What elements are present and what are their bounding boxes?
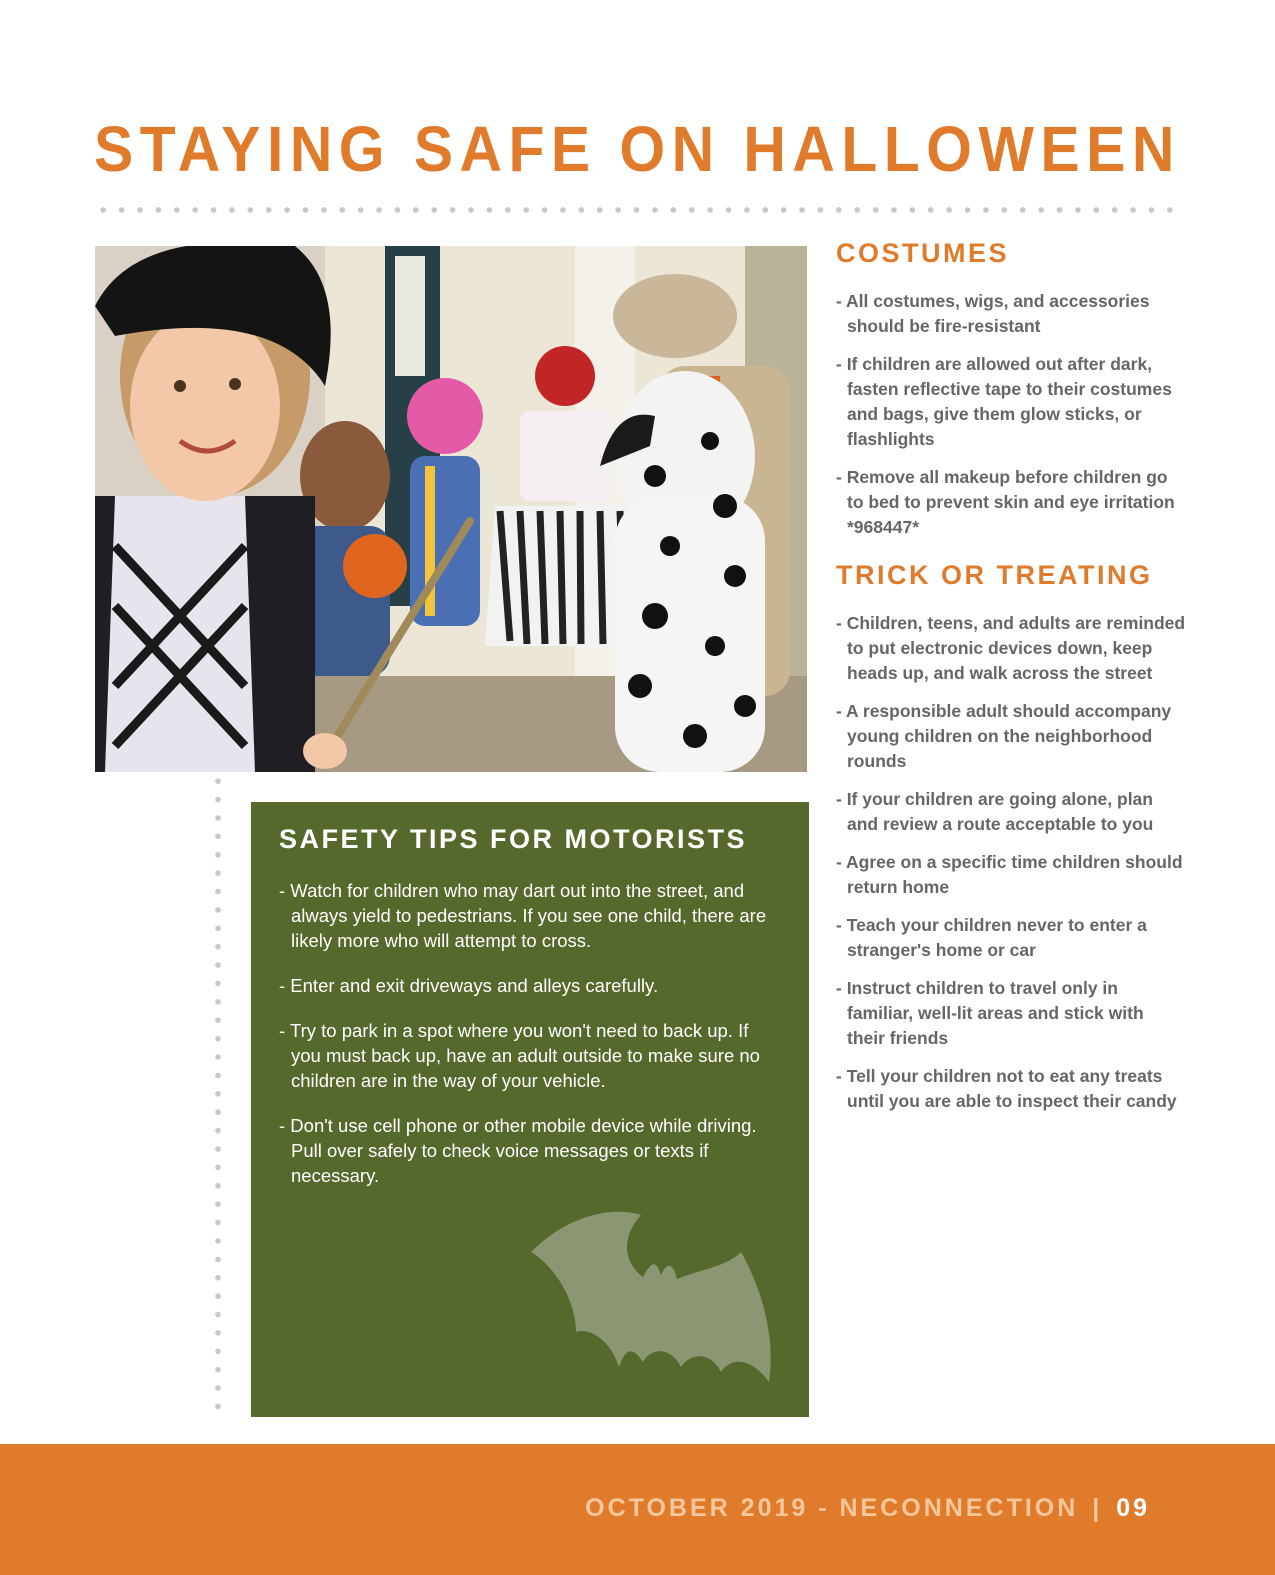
list-item: - Teach your children never to enter a stranger's home or car (836, 915, 1147, 960)
costumes-heading: COSTUMES (836, 238, 1010, 268)
motorists-tips-box (251, 802, 809, 1417)
list-item: - Remove all makeup before children go to bed to prevent skin and eye irritation *968447* (836, 467, 1175, 537)
list-item: - Enter and exit driveways and alleys carefully. (279, 975, 659, 996)
motorists-tips-list (279, 878, 779, 1208)
list-item: - Instruct children to travel only in familiar, well-lit areas and stick with their friends (836, 978, 1144, 1048)
bat-icon (531, 1207, 781, 1387)
dotted-vertical-divider (215, 772, 221, 1418)
list-item: - A responsible adult should accompany young children on the neighborhood rounds (836, 701, 1172, 771)
footer-text (585, 1494, 1150, 1523)
footer-bar (0, 1444, 1275, 1575)
list-item: - Agree on a specific time children should return home (836, 852, 1183, 897)
footer-publication-label: OCTOBER 2019 - NECONNECTION (585, 1494, 1079, 1522)
page-title: STAYING SAFE ON HALLOWEEN (94, 113, 1181, 185)
dotted-divider (94, 207, 1180, 213)
page-number: 09 (1116, 1494, 1150, 1522)
list-item: - If your children are going alone, plan and review a route acceptable to you (836, 789, 1154, 834)
footer-separator: | (1092, 1494, 1103, 1522)
motorists-title: SAFETY TIPS FOR MOTORISTS (279, 824, 748, 854)
list-item: - Try to park in a spot where you won't need to back up. If you must back up, have an adult outside to make sure no children are in the way of your vehicle. (279, 1020, 760, 1091)
children-in-costumes-photo (95, 246, 807, 772)
list-item: - Don't use cell phone or other mobile device while driving. Pull over safely to check voice messages or texts if necessary. (279, 1115, 757, 1186)
trick-or-treating-list (836, 611, 1186, 1114)
list-item: - If children are allowed out after dark, fasten reflective tape to their costumes and bags, give them glow sticks, or flashlights (836, 354, 1172, 449)
list-item: - All costumes, wigs, and accessories should be fire-resistant (836, 291, 1150, 336)
sidebar-column (836, 238, 1186, 1127)
list-item: - Watch for children who may dart out into the street, and always yield to pedestrians. If you see one child, there are likely more who will attempt to cross. (279, 880, 767, 951)
trick-or-treating-heading: TRICK OR TREATING (836, 560, 1153, 590)
costumes-list (836, 289, 1186, 540)
list-item: - Tell your children not to eat any treats until you are able to inspect their candy (836, 1066, 1177, 1111)
list-item: - Children, teens, and adults are reminded to put electronic devices down, keep heads up, and walk across the street (836, 613, 1186, 683)
